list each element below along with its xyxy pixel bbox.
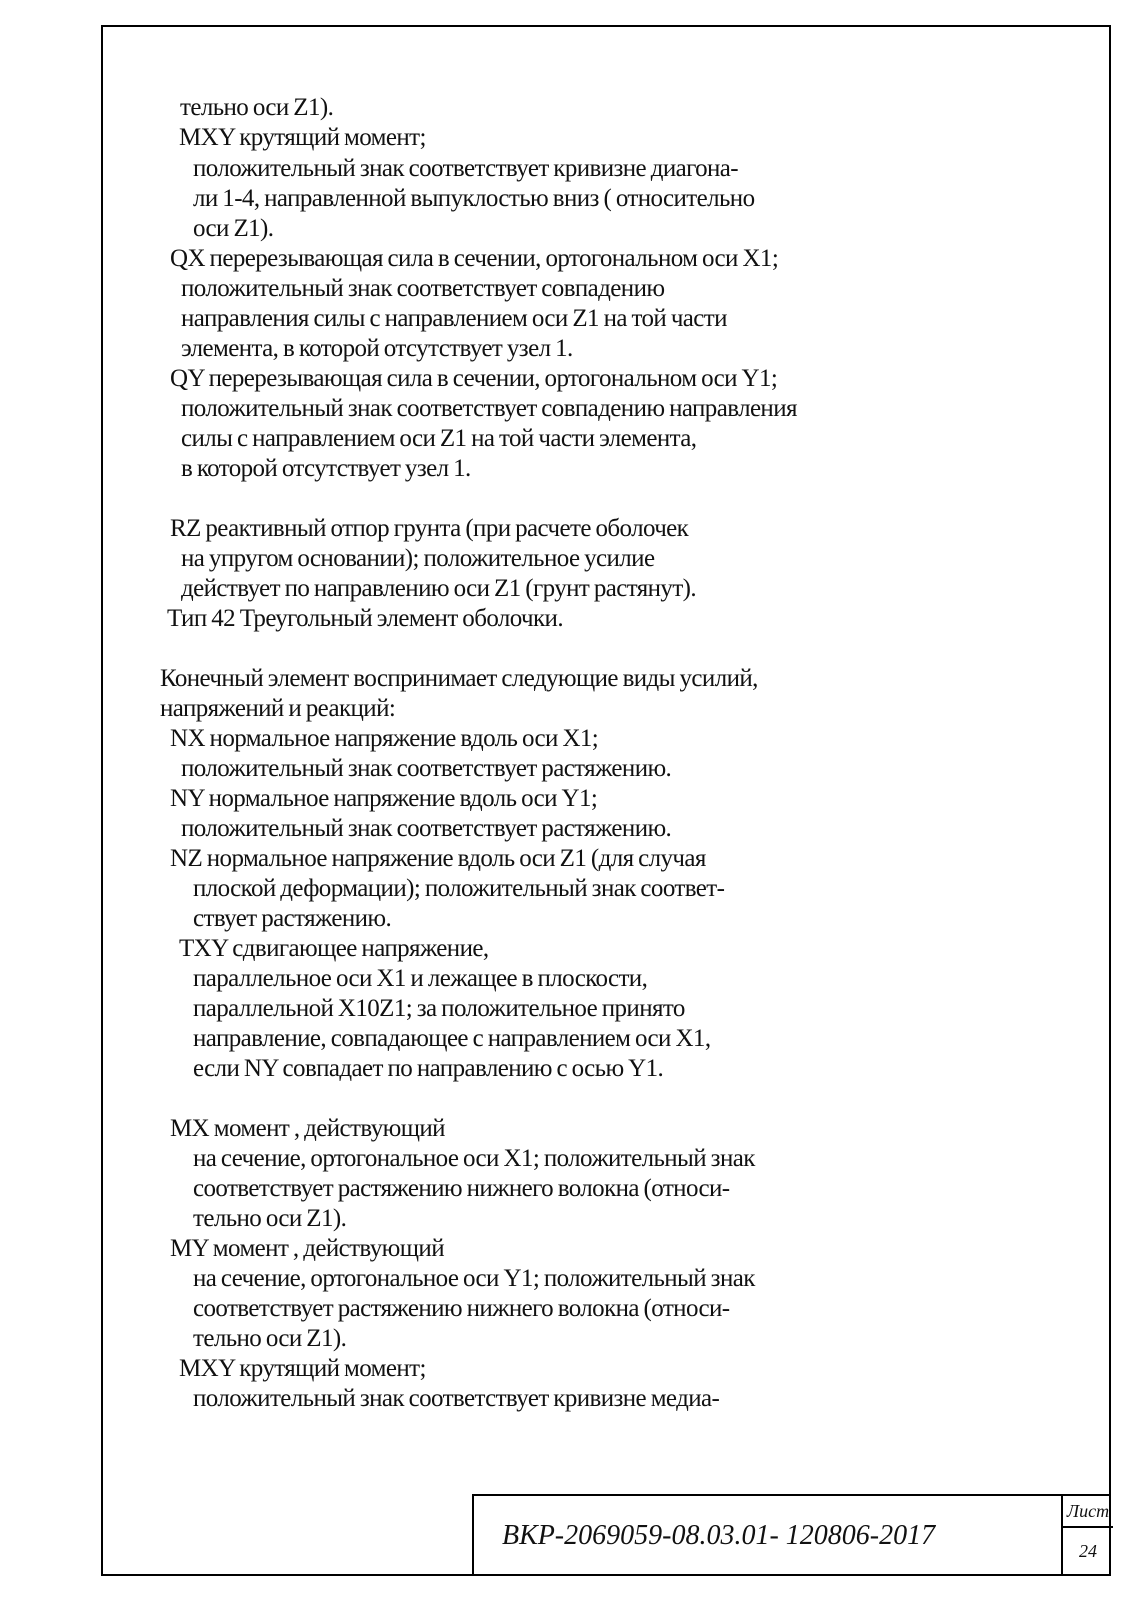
text-line: действует по направлению оси Z1 (грунт растянут). (181, 575, 697, 602)
text-line: положительный знак соответствует кривизне медиа- (193, 1385, 720, 1412)
text-line: тельно оси Z1). (193, 1325, 347, 1352)
text-line: если NY совпадает по направлению с осью Y1. (193, 1055, 664, 1082)
text-line: NZ нормальное напряжение вдоль оси Z1 (для случая (170, 845, 706, 872)
text-line: TXY сдвигающее напряжение, (179, 935, 489, 962)
text-line: напряжений и реакций: (160, 695, 396, 722)
text-line: MX момент , действующий (170, 1115, 445, 1142)
sheet-cell (1061, 1496, 1113, 1576)
text-line: QY перерезывающая сила в сечении, ортогональном оси Y1; (170, 365, 778, 392)
text-line: соответствует растяжению нижнего волокна (относи- (193, 1295, 730, 1322)
text-line: положительный знак соответствует растяжению. (181, 755, 672, 782)
text-line: положительный знак соответствует совпадению направления (181, 395, 797, 422)
title-block (472, 1494, 1111, 1576)
text-line: направления силы с направлением оси Z1 на той части (181, 305, 727, 332)
document-code: ВКР-2069059-08.03.01- 120806-2017 (502, 1520, 936, 1551)
text-line: MXY крутящий момент; (179, 124, 426, 151)
text-line: ствует растяжению. (193, 905, 392, 932)
text-line: оси Z1). (193, 215, 274, 242)
sheet-number: 24 (1079, 1541, 1097, 1561)
text-line: RZ реактивный отпор грунта (при расчете оболочек (170, 515, 689, 542)
text-line: на упругом основании); положительное усилие (181, 545, 655, 572)
text-line: силы с направлением оси Z1 на той части элемента, (181, 425, 697, 452)
text-line: на сечение, ортогональное оси Y1; положительный знак (193, 1265, 755, 1292)
text-line: тельно оси Z1). (180, 94, 334, 121)
text-line: положительный знак соответствует совпадению (181, 275, 665, 302)
text-line: ли 1-4, направленной выпуклостью вниз ( относительно (193, 185, 755, 212)
text-line: параллельной X10Z1; за положительное принято (193, 995, 685, 1022)
text-line: положительный знак соответствует кривизне диагона- (193, 155, 739, 182)
text-line: направление, совпадающее с направлением оси X1, (193, 1025, 711, 1052)
text-line: NY нормальное напряжение вдоль оси Y1; (170, 785, 598, 812)
text-line: плоской деформации); положительный знак соответ- (193, 875, 725, 902)
text-line: на сечение, ортогональное оси X1; положительный знак (193, 1145, 755, 1172)
text-line: тельно оси Z1). (193, 1205, 347, 1232)
sheet-label: Лист (1063, 1496, 1113, 1528)
text-line: Тип 42 Треугольный элемент оболочки. (167, 605, 563, 632)
text-line: NX нормальное напряжение вдоль оси X1; (170, 725, 599, 752)
text-line: положительный знак соответствует растяжению. (181, 815, 672, 842)
text-line: соответствует растяжению нижнего волокна (относи- (193, 1175, 730, 1202)
text-line: Конечный элемент воспринимает следующие виды усилий, (160, 665, 758, 692)
text-line: MXY крутящий момент; (179, 1355, 426, 1382)
text-line: в которой отсутствует узел 1. (181, 455, 471, 482)
text-line: элемента, в которой отсутствует узел 1. (181, 335, 573, 362)
text-line: MY момент , действующий (170, 1235, 444, 1262)
text-line: QX перерезывающая сила в сечении, ортогональном оси X1; (170, 245, 779, 272)
text-line: параллельное оси X1 и лежащее в плоскости, (193, 965, 648, 992)
